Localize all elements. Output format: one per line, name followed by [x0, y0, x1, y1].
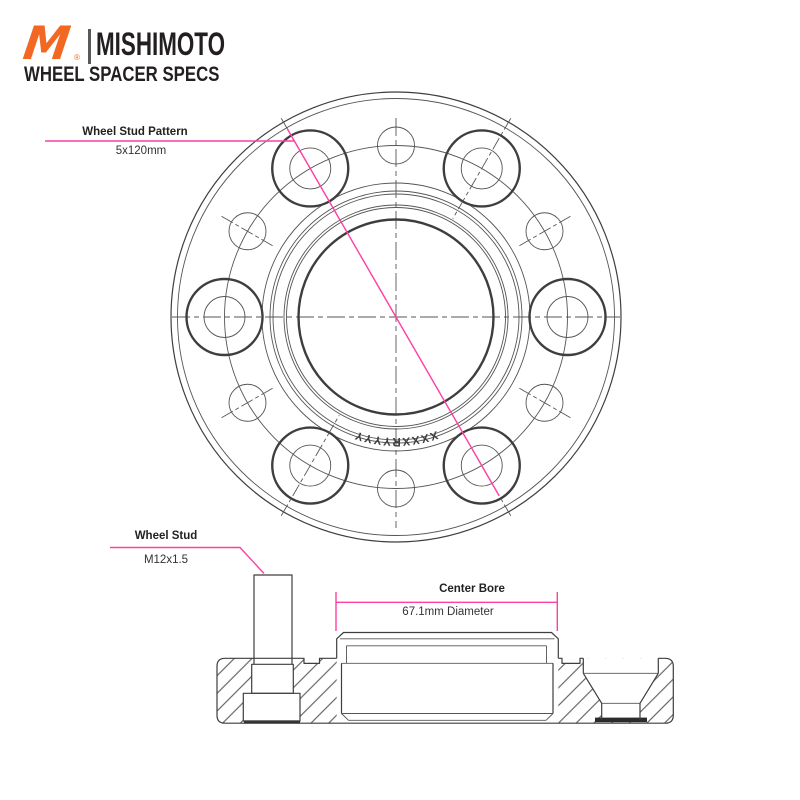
page-title: WHEEL SPACER SPECS: [24, 63, 220, 86]
bolt-hole-seat: [595, 718, 647, 723]
registered-mark: ®: [74, 53, 80, 62]
stamp-text: XXXXRYYYY: [352, 428, 440, 448]
stud-pattern-label: Wheel Stud Pattern: [82, 126, 188, 138]
section-view-drawing: [110, 548, 673, 724]
center-bore-value: 67.1mm Diameter: [402, 606, 494, 618]
brand-title: MISHIMOTO: [96, 26, 226, 62]
top-view-drawing: [45, 92, 621, 542]
stud-pattern-value: 5x120mm: [115, 145, 167, 157]
wheel-stud-label: Wheel Stud: [134, 530, 198, 542]
mishimoto-logo-icon: M: [20, 16, 74, 70]
center-bore-label: Center Bore: [439, 583, 505, 595]
wheel-stud-value: M12x1.5: [143, 554, 189, 566]
